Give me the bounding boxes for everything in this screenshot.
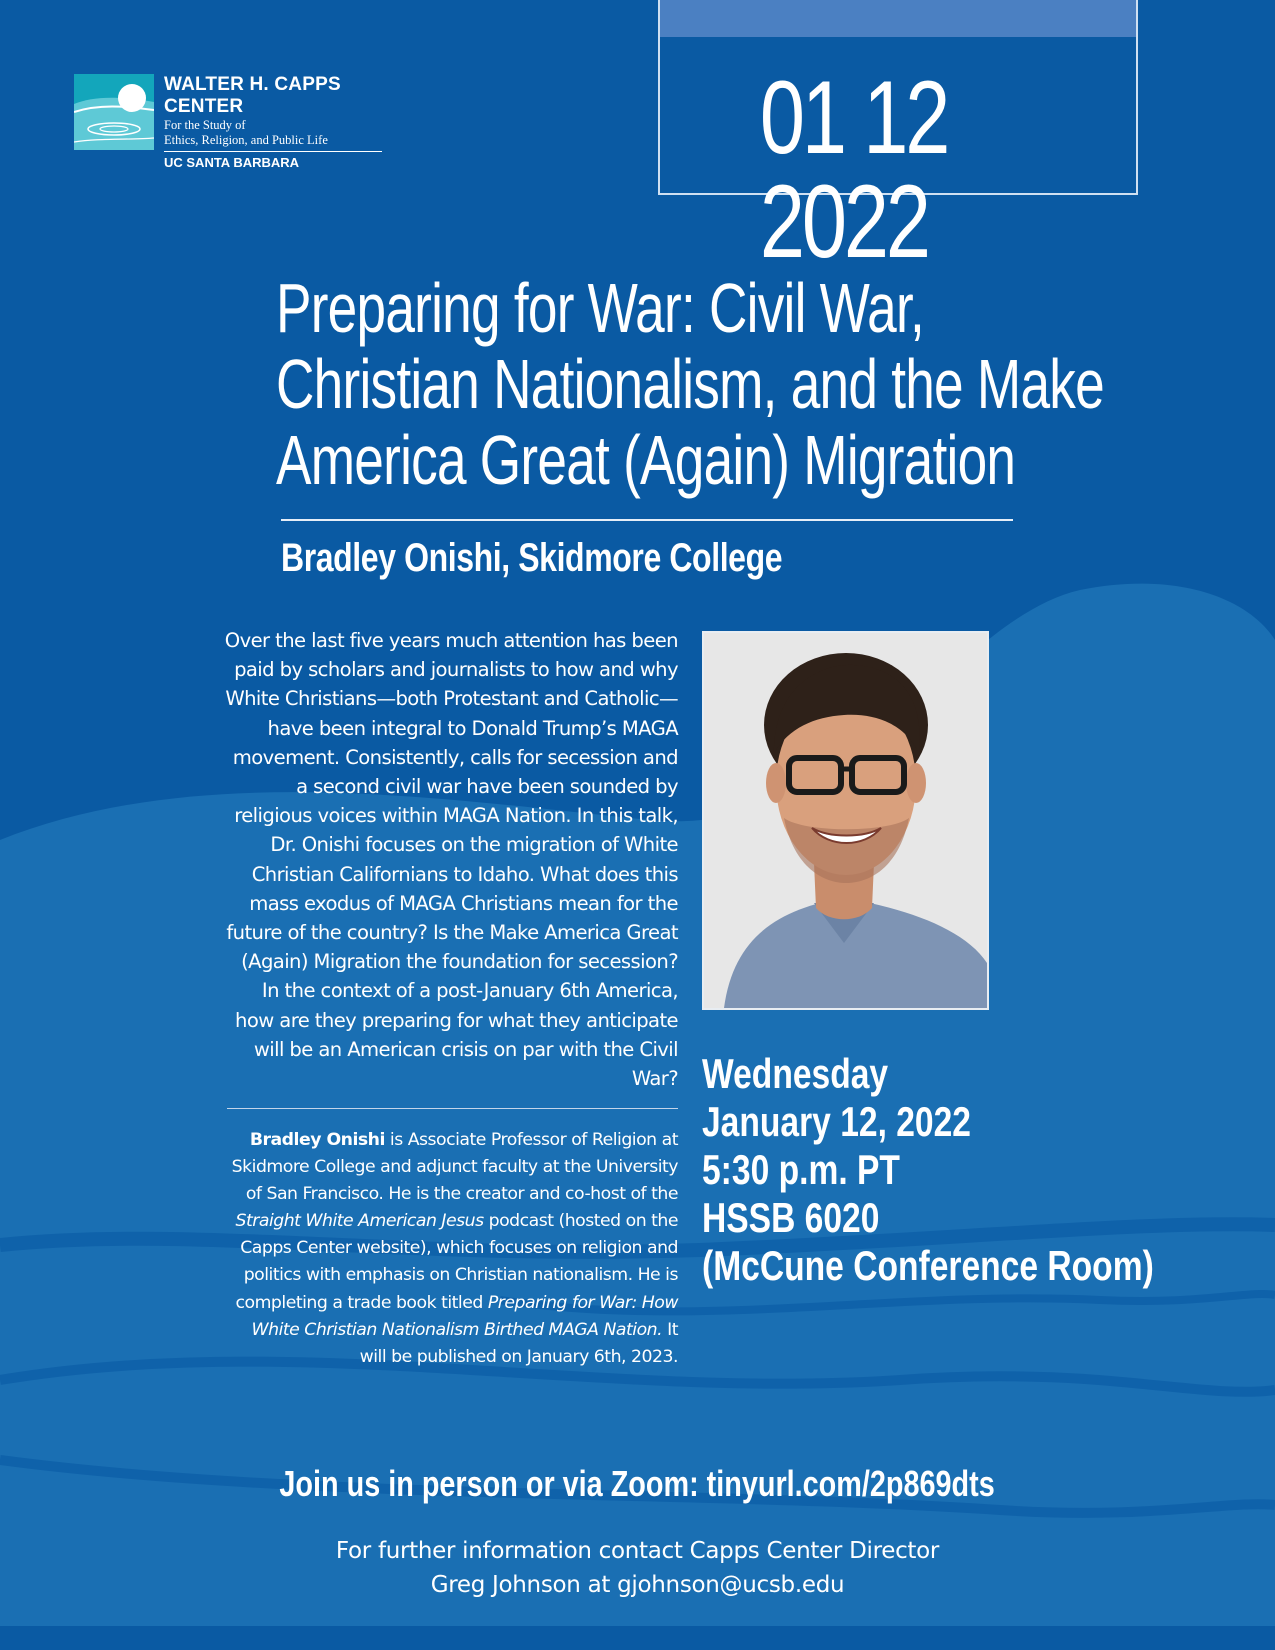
date-box-date: 01 12 2022 — [759, 60, 948, 280]
event-date: January 12, 2022 — [702, 1098, 971, 1145]
logo-university: UC SANTA BARBARA — [164, 155, 300, 170]
event-title: Preparing for War: Civil War, Christian Nationalism, and the Make America Great (Again) Migration — [276, 269, 1104, 499]
event-details — [702, 1050, 1267, 1290]
date-box — [658, 0, 1138, 280]
bio-book-title: Preparing for War: How White Christian Nationalism Birthed MAGA Nation. — [251, 1292, 678, 1340]
logo-subtitle-2: Ethics, Religion, and Public Life — [164, 133, 328, 147]
speaker-name: Bradley Onishi, Skidmore College — [281, 536, 783, 580]
event-room-name: (McCune Conference Room) — [702, 1242, 1154, 1289]
speaker-photo — [702, 631, 989, 1010]
abstract-divider — [227, 1108, 678, 1109]
bio-text-3: It will be published on January 6th, 2023. — [359, 1319, 678, 1367]
abstract-text: Over the last five years much attention has been paid by scholars and journalists to how and why White Christians—both Protestant and Catholic—have been integral to Donald Trump’s MAGA movement. Consistently, calls for secession and a second civil war have been sounded by religious voices within MAGA Nation. In this talk, Dr. Onishi focuses on the migration of White Christian Californians to Idaho. What does this mass exodus of MAGA Christians mean for the future of the country? Is the Make America Great (Again) Migration the foundation for secession? In the context of a post-January 6th America, how are they preparing for what they anticipate will be an American crisis on par with the Civil War? — [224, 629, 678, 1091]
bio-text-2: podcast (hosted on the Capps Center website), which focuses on religion and politics with emphasis on Christian nationalism. He is completing a trade book titled — [235, 1211, 678, 1313]
contact-line-1: For further information contact Capps Center Director — [335, 1538, 940, 1564]
zoom-invite — [0, 1463, 1275, 1505]
event-day: Wednesday — [702, 1050, 889, 1097]
logo-sun-water-icon — [74, 74, 154, 150]
event-room: HSSB 6020 — [702, 1194, 880, 1241]
event-time: 5:30 p.m. PT — [702, 1146, 900, 1193]
zoom-invite-text[interactable]: Join us in person or via Zoom: tinyurl.com/2p869dts — [279, 1463, 996, 1504]
logo-center-name: WALTER H. CAPPS CENTER — [164, 74, 341, 117]
contact-line-2[interactable]: Greg Johnson at gjohnson@ucsb.edu — [430, 1572, 845, 1598]
date-box-band — [660, 0, 1136, 37]
bio-text-1: is Associate Professor of Religion at Skidmore College and adjunct faculty at the University of San Francisco. He is the creator and co-host of the — [231, 1130, 678, 1205]
speaker-portrait-icon — [704, 633, 987, 1008]
logo-subtitle-1: For the Study of — [164, 118, 246, 132]
title-divider — [281, 519, 1013, 521]
speaker-bio — [226, 1127, 678, 1371]
capps-center-logo — [74, 74, 384, 170]
bio-podcast-title: Straight White American Jesus — [235, 1211, 484, 1232]
logo-divider — [164, 151, 382, 152]
bio-name: Bradley Onishi — [249, 1130, 385, 1150]
contact-info — [0, 1534, 1275, 1602]
